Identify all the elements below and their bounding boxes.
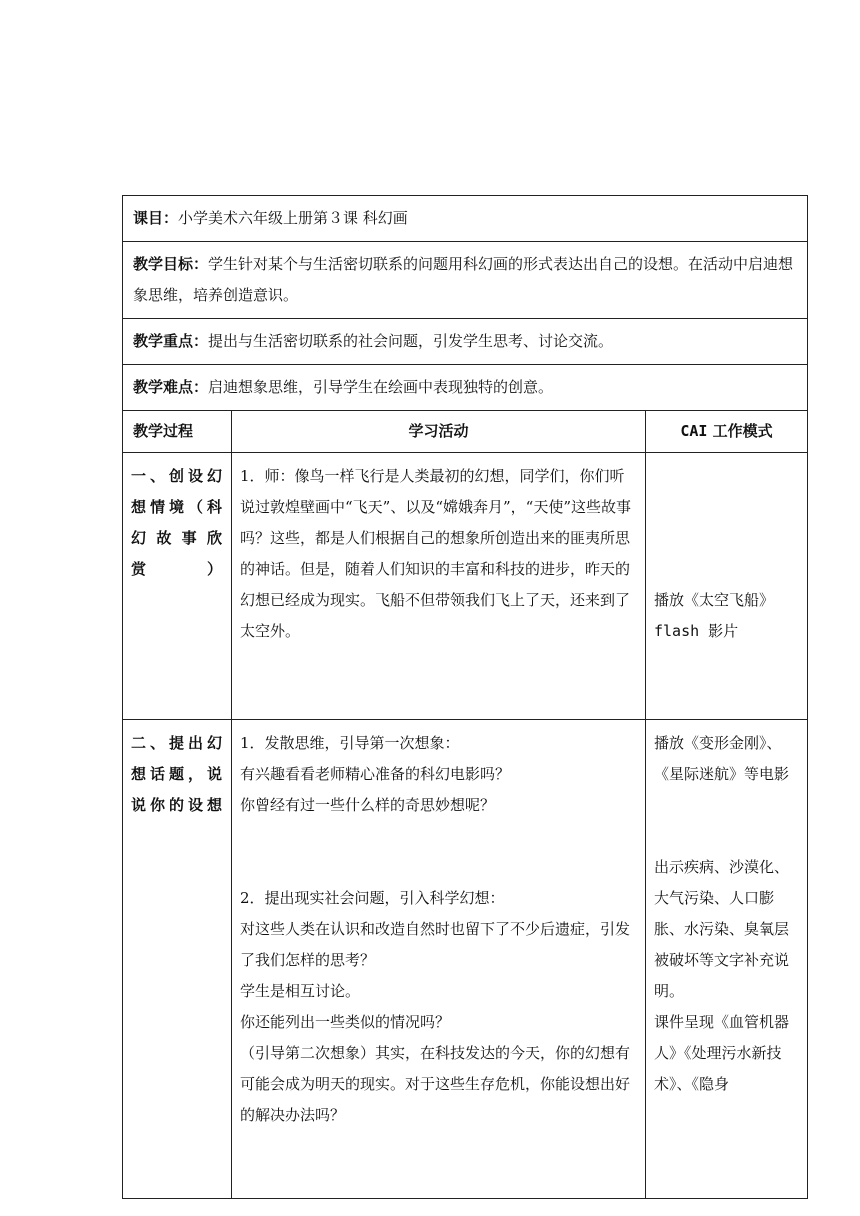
cai-paragraph: 出示疾病、沙漠化、大气污染、人口膨胀、水污染、臭氧层被破坏等文字补充说明。 xyxy=(654,858,790,1000)
difficulty-label: 教学难点： xyxy=(133,378,209,396)
goal-row xyxy=(123,242,808,319)
difficulty-value: 启迪想象思维，引导学生在绘画中表现独特的创意。 xyxy=(208,378,554,396)
stage-line: 说你的设想 xyxy=(131,796,223,814)
activity-cell xyxy=(232,720,646,1199)
cai-cell xyxy=(646,453,808,720)
course-row xyxy=(123,196,808,242)
header-cai-prefix: CAI xyxy=(680,422,708,440)
cai-paragraph: 课件呈现《血管机器人》《处理污水新技术》、《隐身 xyxy=(654,1013,790,1093)
focus-row xyxy=(123,319,808,365)
focus-label: 教学重点： xyxy=(133,332,209,350)
table-row xyxy=(123,720,808,1199)
stage-line: 想话题，说 xyxy=(131,765,223,783)
lesson-plan-table xyxy=(122,195,808,1199)
activity-paragraph: 2．提出现实社会问题，引入科学幻想： xyxy=(240,889,505,907)
difficulty-row xyxy=(123,365,808,411)
stage-line: 二、提出幻 xyxy=(131,734,223,752)
header-process: 教学过程 xyxy=(123,411,232,453)
stage-cell xyxy=(123,453,232,720)
cai-text: 播放《太空飞船》 xyxy=(654,591,775,609)
activity-paragraph: 你还能列出一些类似的情况吗？ xyxy=(240,1013,451,1031)
header-activity: 学习活动 xyxy=(232,411,646,453)
course-label: 课目： xyxy=(133,209,179,227)
cai-paragraph: 播放《变形金刚》、《星际迷航》等电影 xyxy=(654,734,790,783)
activity-paragraph: 学生是相互讨论。 xyxy=(240,982,361,1000)
stage-line: 幻故事欣 xyxy=(131,529,223,547)
activity-cell xyxy=(232,453,646,720)
activity-paragraph: 有兴趣看看老师精心准备的科幻电影吗？ xyxy=(240,765,511,783)
course-value: 小学美术六年级上册第３课 科幻画 xyxy=(178,209,408,227)
cai-cell xyxy=(646,720,808,1199)
table-row xyxy=(123,453,808,720)
activity-paragraph: 你曾经有过一些什么样的奇思妙想呢？ xyxy=(240,796,496,814)
stage-line: 赏） xyxy=(131,560,223,578)
stage-cell xyxy=(123,720,232,1199)
focus-value: 提出与生活密切联系的社会问题，引发学生思考、讨论交流。 xyxy=(208,332,614,350)
table-header-row xyxy=(123,411,808,453)
cai-text: flash 影片 xyxy=(654,622,739,640)
goal-label: 教学目标： xyxy=(133,255,209,273)
activity-paragraph: 1．发散思维，引导第一次想象： xyxy=(240,734,460,752)
activity-text: 1．师：像鸟一样飞行是人类最初的幻想，同学们，你们听说过敦煌壁画中“飞天”、以及“嫦娥奔月”，“天使”这些故事吗？这些，都是人们根据自己的想象所创造出来的匪夷所思的神话。但是，随着人们知识的丰富和科技的进步，昨天的幻想已经成为现实。飞船不但带领我们飞上了天，还来到了太空外。 xyxy=(240,467,632,640)
stage-line: 想情境（科 xyxy=(131,498,223,516)
activity-paragraph: （引导第二次想象）其实，在科技发达的今天，你的幻想有可能会成为明天的现实。对于这些生存危机，你能设想出好的解决办法吗？ xyxy=(240,1044,631,1124)
goal-value: 学生针对某个与生活密切联系的问题用科幻画的形式表达出自己的设想。在活动中启迪想象思维，培养创造意识。 xyxy=(133,255,794,304)
header-cai-suffix: 工作模式 xyxy=(707,422,773,440)
stage-line: 一、创设幻 xyxy=(131,467,223,485)
header-cai xyxy=(646,411,808,453)
activity-paragraph: 对这些人类在认识和改造自然时也留下了不少后遗症，引发了我们怎样的思考？ xyxy=(240,920,631,969)
